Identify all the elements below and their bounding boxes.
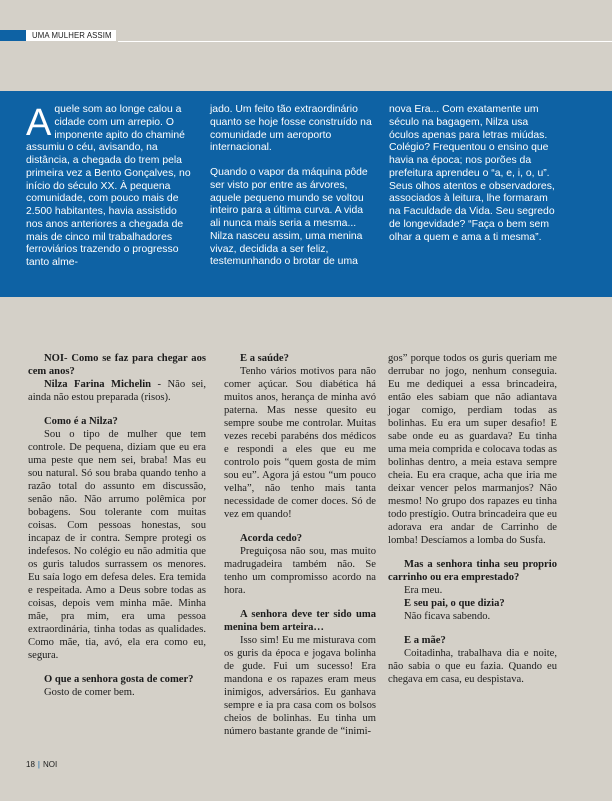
- interview-question: E a mãe?: [404, 635, 446, 646]
- interview-answer: Era meu.: [404, 585, 443, 596]
- magazine-name: NOI: [42, 760, 58, 769]
- interview-question: NOI- Como se faz para chegar aos cem anos?: [28, 353, 206, 377]
- interview-answer: Não ficava sabendo.: [404, 611, 491, 622]
- interview-answer: Preguiçosa não sou, mas muito madrugadeira também não. Se tenho um compromisso acordo na hora.: [224, 546, 376, 596]
- intro-column-2: [210, 104, 375, 281]
- intro-text: quele som ao longe calou a cidade com um arrepio. O imponente apito do chaminé assumiu o céu, avisando, na distância, a chegada do trem pela primeira vez a Bento Gonçalves, no início do século XX. À pequena comunidade, com pouco mais de 2.500 habitantes, havia assistido nos anos anteriores a chegada de mais de cinco mil trabalhadores ferroviários trazendo o progresso tanto alme-: [26, 104, 191, 268]
- intro-paragraph: jado. Um feito tão extraordinário quanto se hoje fosse construído na comunidade um aeroporto internacional.: [210, 104, 372, 154]
- interview-question: O que a senhora gosta de comer?: [44, 674, 194, 685]
- interview-answer: [28, 378, 206, 404]
- answer-text: - Não sei, ainda não estou preparada (risos).: [28, 379, 207, 403]
- interview-question: Como é a Nilza?: [44, 416, 118, 427]
- intro-paragraph: nova Era... Com exatamente um século na bagagem, Nilza usa óculos apenas para letras miúdas. Colégio? Frequentou o ensino que havia na época; nos porões da prefeitura aprendeu o “a, e, i, o, u”. Seus olhos atentos e observadores, associados à leitura, lhe formaram na Faculdade da Vida. Seu segredo de longevidade? “Faça o bem sem olhar a quem e ama a ti mesma”.: [389, 104, 555, 243]
- section-tag-bar: [0, 30, 26, 41]
- interview-answer: Isso sim! Eu me misturava com os guris da época e jogava bolinha de gude. Fui um sucesso! Era mandona e os rapazes eram meus inimigos, adversários. Eu ganhava sempre e ia pra casa com os bolsos cheios de bolinhas. Eu tinha um número bastante grande de “inimi-: [224, 635, 376, 737]
- interview-question: Mas a senhora tinha seu proprio carrinho ou era emprestado?: [388, 559, 557, 583]
- page-footer: [26, 760, 57, 769]
- footer-separator: |: [37, 760, 40, 769]
- interview-answer: Tenho vários motivos para não comer açúcar. Sou diabética há muitos anos, herança de minha avó paterna. Mas nesse quesito eu sempre soube me controlar. Muitas vezes recebi parabéns dos médicos e respondi a eles que eu me controlo pois “quem gosta de mim sou eu”. Agora já estou “um pouco velha”, não tenho mais tanta necessidade de comer doces. Só de vez em quando!: [224, 366, 376, 520]
- intro-box: [0, 91, 612, 297]
- interview-answer: Gosto de comer bem.: [44, 687, 135, 698]
- article-column-3: [388, 352, 557, 686]
- intro-column-3: [389, 104, 559, 256]
- interview-answer: Sou o tipo de mulher que tem controle. De pequena, diziam que eu era uma peste que nem sei, braba! Mas eu sou natural. Só sou braba quando tenho a razão total do assunto em discussão, senão não. Não arrumo polêmica por bobagens. Sou tolerante com muitas coisas. Com pessoas honestas, sou incapaz de ir contra. Sempre protegi os indefesos. No colégio eu não admitia que os guris taludos surrassem os menores. Eu saía logo em defesa deles. Era temida e respeitada. Amo a Deus sobre todas as coisas, depois vem minha mãe. Minha mãe, pra mim, era uma pessoa extraordinária, tinha todas as qualidades. Como mãe, tia, avó, ela era como eu, segura.: [28, 429, 206, 661]
- section-tag-label: UMA MULHER ASSIM: [26, 30, 116, 41]
- interview-question: A senhora deve ter sido uma menina bem arteira…: [224, 609, 376, 633]
- interview-answer: gos” porque todos os guris queriam me derrubar no jogo, nenhum conseguia. Eu me dediquei a essa brincadeira, então eles sabiam que não adiantava jogar comigo, perdiam todas as bolinhas. Eu era um super desafio! E sabe onde eu as guardava? Eu tinha uma meia comprida e colocava todas as bolinhas dentro, a meia estava sempre cheia. Eu era craque, acha que iria me deixar vencer pelos marmanjos? Não mesmo! No grupo dos rapazes eu tinha todo prestígio. Outra brincadeira que eu adorava era andar de Carrinho de lomba! Descíamos a lomba do Susfa.: [388, 353, 557, 546]
- interview-question: E seu pai, o que dizia?: [404, 598, 505, 609]
- article-column-2: [224, 352, 376, 738]
- interview-question: E a saúde?: [240, 353, 289, 364]
- intro-column-1: [26, 104, 196, 282]
- page-number: 18: [26, 760, 35, 769]
- intro-paragraph: Quando o vapor da máquina pôde ser visto por entre as árvores, aquele pequeno mundo se voltou inteiro para a última curva. A vida ali nunca mais seria a mesma... Nilza nasceu assim, uma menina vivaz, decidida a ser feliz, testemunhando o brotar de uma: [210, 167, 368, 268]
- interviewee-name: Nilza Farina Michelin: [44, 379, 152, 390]
- section-tag: [0, 30, 116, 41]
- article-column-1: [28, 352, 206, 699]
- interview-question: Acorda cedo?: [240, 533, 303, 544]
- section-rule: [118, 41, 612, 42]
- interview-answer: Coitadinha, trabalhava dia e noite, não sabia o que eu fazia. Quando eu chegava em casa, eu despistava.: [388, 648, 557, 685]
- intro-paragraph: [26, 104, 196, 270]
- drop-cap: A: [26, 102, 52, 144]
